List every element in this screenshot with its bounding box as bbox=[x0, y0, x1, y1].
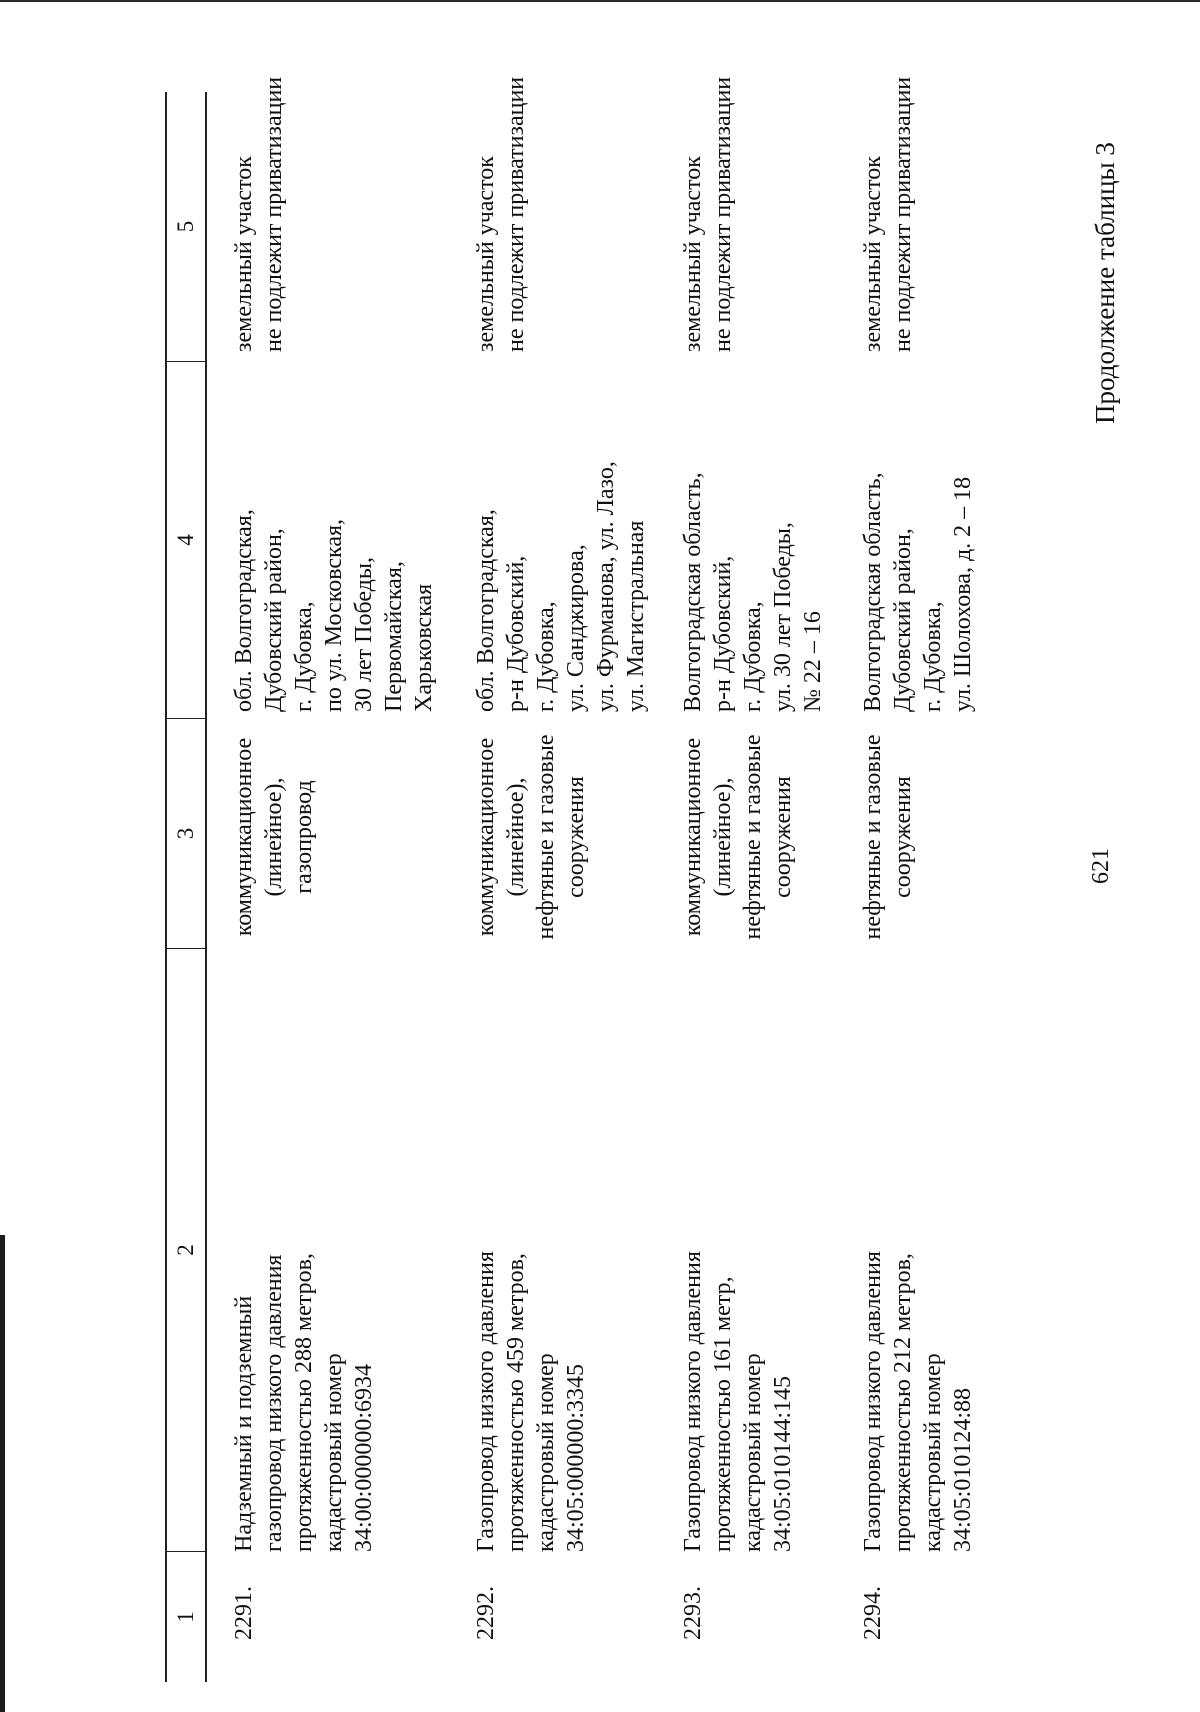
row-number: 2291. bbox=[231, 1586, 257, 1640]
object-address: обл. Волгоградская, р-н Дубовский, г. Дубовка, ул. Санджирова, ул. Фурманова, ул. Лазо, ул. Магистральная bbox=[473, 461, 649, 712]
object-kind: нефтяные и газовые сооружения bbox=[860, 734, 916, 940]
header-col-1: 1 bbox=[173, 1611, 198, 1623]
object-note: земельный участок не подлежит приватизации bbox=[231, 76, 287, 352]
header-col-5: 5 bbox=[167, 92, 205, 362]
object-note: земельный участок не подлежит приватизации bbox=[473, 76, 529, 352]
data-table bbox=[165, 76, 976, 1682]
object-kind: коммуникационное (линейное), нефтяные и газовые сооружения bbox=[680, 734, 796, 940]
table-header bbox=[165, 92, 207, 1682]
object-note: земельный участок не подлежит приватизации bbox=[680, 76, 736, 352]
object-name: Надземный и подземный газопровод низкого давления протяженностью 288 метров, кадастровый номер 34:00:000000:6934 bbox=[231, 1253, 377, 1552]
object-address: Волгоградская область, р-н Дубовский, г. Дубовка, ул. 30 лет Победы, № 22 – 16 bbox=[680, 472, 826, 712]
header-col-2: 2 bbox=[167, 949, 205, 1552]
row-number: 2292. bbox=[473, 1586, 499, 1640]
row-number: 2293. bbox=[680, 1586, 706, 1640]
page-number: 621 bbox=[1088, 848, 1114, 884]
object-address: обл. Волгоградская, Дубовский район, г. Дубовка, по ул. Московская, 30 лет Победы, Первомайская, Харьковская bbox=[231, 509, 437, 712]
row-number: 2294. bbox=[860, 1586, 886, 1640]
object-kind: коммуникационное (линейное), нефтяные и газовые сооружения bbox=[473, 734, 589, 940]
header-col-4: 4 bbox=[167, 362, 205, 719]
object-name: Газопровод низкого давления протяженностью 212 метров, кадастровый номер 34:05:010124:88 bbox=[860, 1251, 976, 1552]
object-name: Газопровод низкого давления протяженностью 161 метр, кадастровый номер 34:05:010144:145 bbox=[680, 1251, 796, 1552]
object-name: Газопровод низкого давления протяженностью 459 метров, кадастровый номер 34:05:000000:3345 bbox=[473, 1251, 589, 1552]
object-address: Волгоградская область, Дубовский район, г. Дубовка, ул. Шолохова, д. 2 – 18 bbox=[860, 472, 976, 712]
continuation-label: Продолжение таблицы 3 bbox=[1090, 142, 1120, 424]
header-col-3: 3 bbox=[167, 719, 205, 949]
object-kind: коммуникационное (линейное), газопровод bbox=[231, 737, 317, 937]
object-note: земельный участок не подлежит приватизации bbox=[860, 76, 916, 352]
